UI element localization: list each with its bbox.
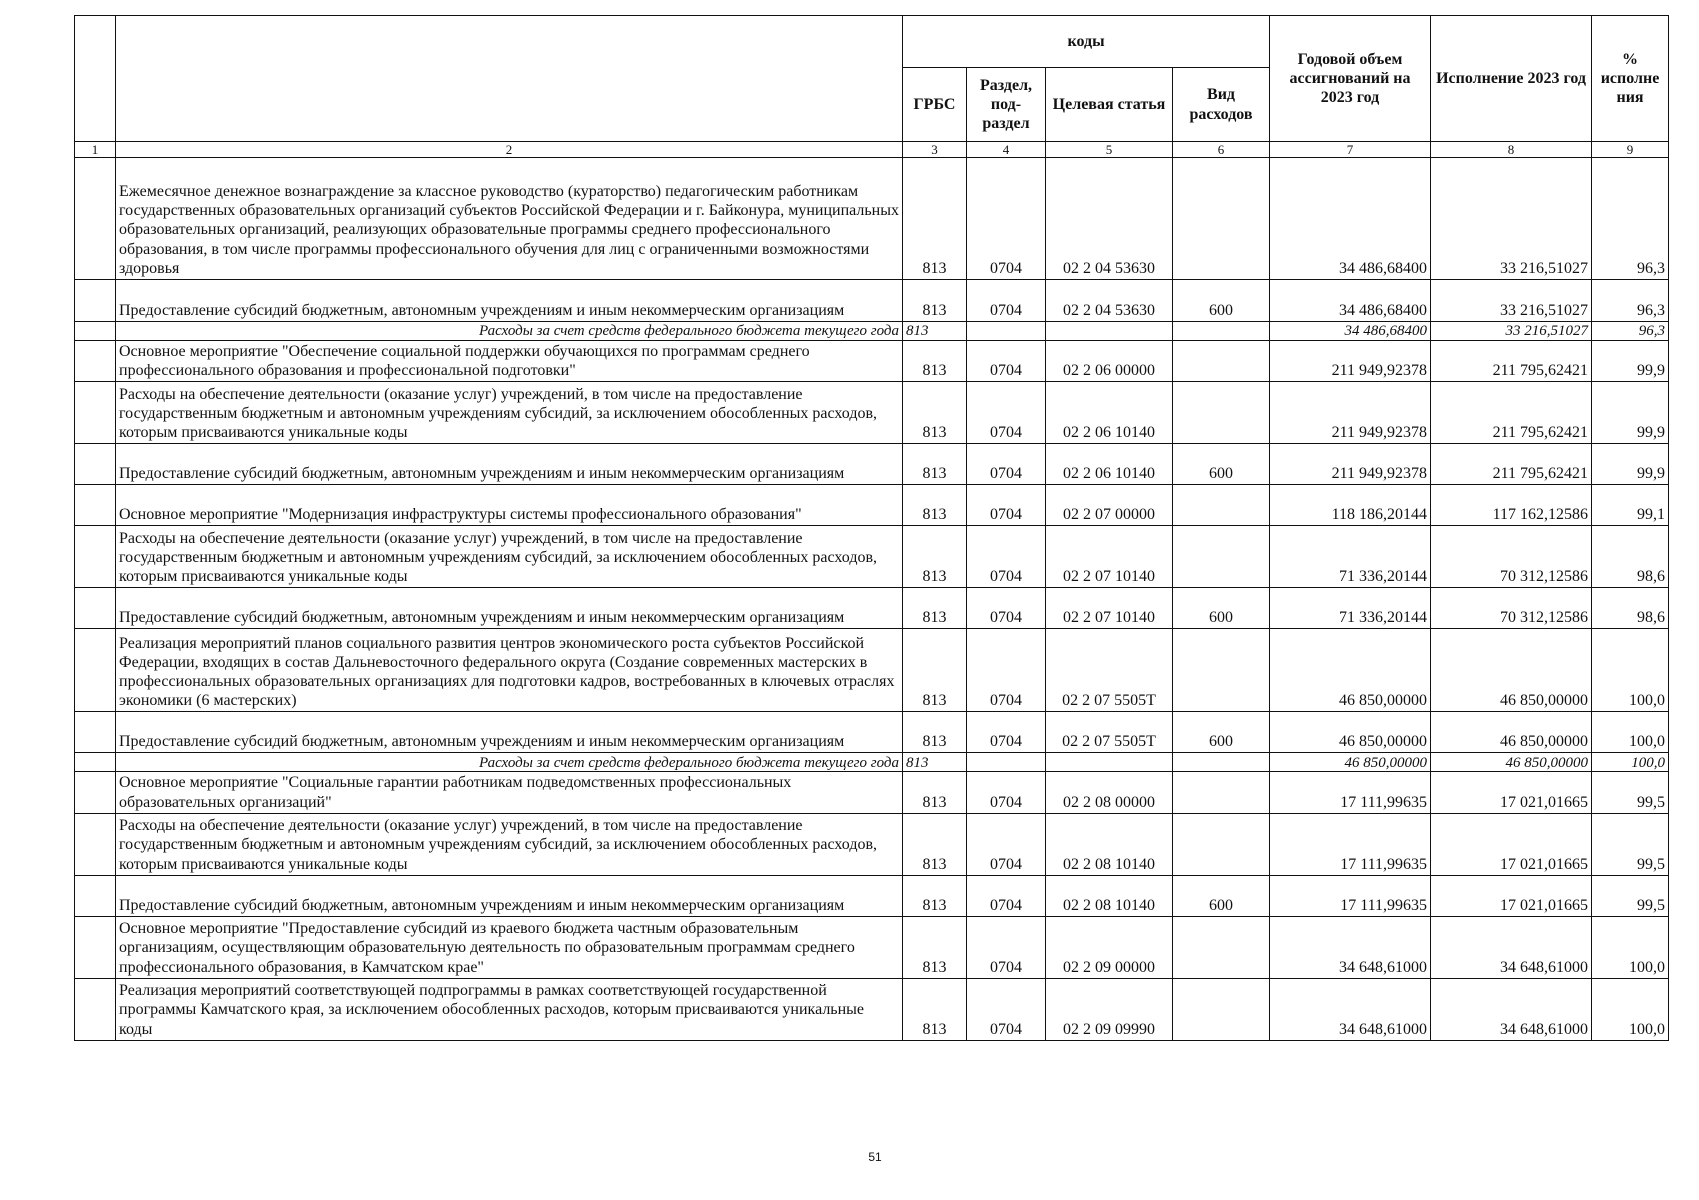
annual-amount-cell: 118 186,20144 [1270,485,1431,526]
row-number-cell [75,382,116,444]
vid-cell [1173,322,1270,341]
execution-amount-cell: 46 850,00000 [1431,712,1592,753]
description-cell: Основное мероприятие "Социальные гарантии работникам подведомственных профессиональных образовательных организаций" [116,772,903,813]
razdel-cell: 0704 [967,382,1046,444]
percent-cell: 99,5 [1592,875,1669,916]
annual-amount-cell: 211 949,92378 [1270,341,1431,382]
row-number-cell [75,813,116,875]
vid-cell: 600 [1173,280,1270,322]
grbs-cell: 813 [903,158,967,280]
row-number-cell [75,978,116,1040]
execution-amount-cell: 33 216,51027 [1431,280,1592,322]
row-number-cell [75,629,116,712]
grbs-cell: 813 [903,978,967,1040]
celevaya-cell: 02 2 09 09990 [1046,978,1173,1040]
table-row [75,485,1669,526]
grbs-cell: 813 [903,772,967,813]
percent-cell: 99,5 [1592,772,1669,813]
grbs-cell: 813 [903,875,967,916]
annual-amount-cell: 34 486,68400 [1270,158,1431,280]
celevaya-cell: 02 2 06 00000 [1046,341,1173,382]
razdel-cell: 0704 [967,588,1046,629]
annual-amount-cell: 211 949,92378 [1270,382,1431,444]
execution-amount-cell: 33 216,51027 [1431,322,1592,341]
description-cell: Расходы за счет средств федерального бюджета текущего года [116,753,903,772]
row-number-cell [75,588,116,629]
annual-amount-cell: 34 486,68400 [1270,280,1431,322]
grbs-cell: 813 [903,916,967,978]
table-row [75,444,1669,485]
description-cell: Ежемесячное денежное вознаграждение за классное руководство (кураторство) педагогическим работникам государственных образовательных организаций субъектов Российской Федерации и г. Байконура, муниципальных образовательных организаций, реализующих образовательные программы среднего профессионального образования, в том числе программы профессионального обучения для лиц с ограниченными возможностями здоровья [116,158,903,280]
vid-cell [1173,916,1270,978]
column-numbers-row [75,142,1669,158]
celevaya-cell: 02 2 08 10140 [1046,813,1173,875]
execution-amount-cell: 46 850,00000 [1431,629,1592,712]
description-cell: Предоставление субсидий бюджетным, автономным учреждениям и иным некоммерческим организациям [116,444,903,485]
description-cell: Предоставление субсидий бюджетным, автономным учреждениям и иным некоммерческим организациям [116,588,903,629]
table-row [75,280,1669,322]
vid-cell [1173,978,1270,1040]
grbs-cell: 813 [903,322,967,341]
vid-cell: 600 [1173,712,1270,753]
razdel-cell: 0704 [967,712,1046,753]
description-cell: Расходы на обеспечение деятельности (оказание услуг) учреждений, в том числе на предоставление государственным бюджетным и автономным учреждениям субсидий, за исключением обособленных расходов, которым присваиваются уникальные коды [116,382,903,444]
celevaya-cell: 02 2 04 53630 [1046,158,1173,280]
percent-cell: 98,6 [1592,526,1669,588]
vid-cell [1173,382,1270,444]
annual-amount-cell: 34 486,68400 [1270,322,1431,341]
execution-amount-cell: 70 312,12586 [1431,588,1592,629]
grbs-cell: 813 [903,753,967,772]
row-number-cell [75,444,116,485]
percent-cell: 96,3 [1592,158,1669,280]
vid-cell [1173,341,1270,382]
celevaya-cell: 02 2 04 53630 [1046,280,1173,322]
row-number-cell [75,158,116,280]
razdel-cell: 0704 [967,813,1046,875]
table-row [75,978,1669,1040]
table-row [75,382,1669,444]
percent-cell: 100,0 [1592,978,1669,1040]
grbs-cell: 813 [903,444,967,485]
row-number-cell [75,280,116,322]
column-number-cell: 7 [1270,142,1431,158]
vid-cell [1173,158,1270,280]
grbs-cell: 813 [903,588,967,629]
razdel-cell: 0704 [967,341,1046,382]
vid-cell [1173,526,1270,588]
description-cell: Основное мероприятие "Обеспечение социальной поддержки обучающихся по программам среднего профессионального образования и профессиональной подготовки" [116,341,903,382]
table-header [75,16,1669,158]
annual-amount-cell: 34 648,61000 [1270,978,1431,1040]
row-number-cell [75,916,116,978]
razdel-cell: 0704 [967,916,1046,978]
percent-cell: 96,3 [1592,280,1669,322]
grbs-cell: 813 [903,813,967,875]
row-number-cell [75,875,116,916]
celevaya-cell: 02 2 07 10140 [1046,526,1173,588]
celevaya-cell [1046,322,1173,341]
execution-amount-cell: 70 312,12586 [1431,526,1592,588]
percent-cell: 100,0 [1592,916,1669,978]
table-row [75,629,1669,712]
celevaya-cell: 02 2 07 00000 [1046,485,1173,526]
row-number-cell [75,772,116,813]
grbs-cell: 813 [903,629,967,712]
percent-cell: 98,6 [1592,588,1669,629]
execution-amount-cell: 17 021,01665 [1431,875,1592,916]
execution-amount-cell: 211 795,62421 [1431,382,1592,444]
annual-amount-cell: 46 850,00000 [1270,753,1431,772]
razdel-cell: 0704 [967,772,1046,813]
header-grbs: ГРБС [903,68,967,142]
column-number-cell: 3 [903,142,967,158]
federal-subtotal-row [75,322,1669,341]
annual-amount-cell: 71 336,20144 [1270,588,1431,629]
grbs-cell: 813 [903,341,967,382]
annual-amount-cell: 46 850,00000 [1270,629,1431,712]
razdel-cell [967,322,1046,341]
celevaya-cell: 02 2 06 10140 [1046,444,1173,485]
federal-subtotal-row [75,753,1669,772]
table-row [75,588,1669,629]
annual-amount-cell: 34 648,61000 [1270,916,1431,978]
grbs-cell: 813 [903,712,967,753]
percent-cell: 96,3 [1592,322,1669,341]
table-row [75,875,1669,916]
percent-cell: 99,9 [1592,341,1669,382]
row-number-cell [75,753,116,772]
table-row [75,158,1669,280]
celevaya-cell: 02 2 08 00000 [1046,772,1173,813]
description-cell: Расходы за счет средств федерального бюджета текущего года [116,322,903,341]
execution-amount-cell: 33 216,51027 [1431,158,1592,280]
table-row [75,526,1669,588]
razdel-cell: 0704 [967,158,1046,280]
celevaya-cell: 02 2 07 5505Т [1046,712,1173,753]
table-row [75,772,1669,813]
description-cell: Реализация мероприятий планов социального развития центров экономического роста субъектов Российской Федерации, входящих в состав Дальневосточного федерального округа (Создание современных мастерских в профессиональных образовательных организациях для подготовки кадров, востребованных в ключевых отраслях экономики (6 мастерских) [116,629,903,712]
celevaya-cell: 02 2 06 10140 [1046,382,1173,444]
column-number-cell: 4 [967,142,1046,158]
percent-cell: 99,9 [1592,382,1669,444]
razdel-cell: 0704 [967,526,1046,588]
annual-amount-cell: 17 111,99635 [1270,875,1431,916]
description-cell: Предоставление субсидий бюджетным, автономным учреждениям и иным некоммерческим организациям [116,875,903,916]
header-codes: коды [903,16,1270,68]
description-cell: Предоставление субсидий бюджетным, автономным учреждениям и иным некоммерческим организациям [116,712,903,753]
celevaya-cell: 02 2 09 00000 [1046,916,1173,978]
percent-cell: 100,0 [1592,629,1669,712]
description-cell: Расходы на обеспечение деятельности (оказание услуг) учреждений, в том числе на предоставление государственным бюджетным и автономным учреждениям субсидий, за исключением обособленных расходов, которым присваиваются уникальные коды [116,526,903,588]
header-vid: Вид расходов [1173,68,1270,142]
razdel-cell: 0704 [967,875,1046,916]
celevaya-cell: 02 2 08 10140 [1046,875,1173,916]
annual-amount-cell: 71 336,20144 [1270,526,1431,588]
execution-amount-cell: 46 850,00000 [1431,753,1592,772]
description-cell: Основное мероприятие "Предоставление субсидий из краевого бюджета частным образовательным организациям, осуществляющим образовательную деятельность по образовательным программам среднего профессионального образования, в Камчатском крае" [116,916,903,978]
execution-amount-cell: 17 021,01665 [1431,813,1592,875]
grbs-cell: 813 [903,526,967,588]
description-cell: Предоставление субсидий бюджетным, автономным учреждениям и иным некоммерческим организациям [116,280,903,322]
budget-table [74,15,1669,1041]
vid-cell [1173,753,1270,772]
table-body [75,158,1669,1041]
grbs-cell: 813 [903,280,967,322]
percent-cell: 100,0 [1592,712,1669,753]
vid-cell [1173,485,1270,526]
percent-cell: 99,5 [1592,813,1669,875]
vid-cell: 600 [1173,444,1270,485]
razdel-cell: 0704 [967,280,1046,322]
razdel-cell: 0704 [967,978,1046,1040]
header-percent: % исполне ния [1592,16,1669,142]
column-number-cell: 1 [75,142,116,158]
table-row [75,341,1669,382]
percent-cell: 100,0 [1592,753,1669,772]
table-row [75,813,1669,875]
vid-cell [1173,772,1270,813]
header-annual: Годовой объем ассигнований на 2023 год [1270,16,1431,142]
annual-amount-cell: 211 949,92378 [1270,444,1431,485]
vid-cell: 600 [1173,875,1270,916]
celevaya-cell: 02 2 07 5505Т [1046,629,1173,712]
table-row [75,712,1669,753]
percent-cell: 99,1 [1592,485,1669,526]
razdel-cell [967,753,1046,772]
execution-amount-cell: 34 648,61000 [1431,916,1592,978]
execution-amount-cell: 17 021,01665 [1431,772,1592,813]
header-col1 [75,16,116,142]
row-number-cell [75,712,116,753]
description-cell: Расходы на обеспечение деятельности (оказание услуг) учреждений, в том числе на предоставление государственным бюджетным и автономным учреждениям субсидий, за исключением обособленных расходов, которым присваиваются уникальные коды [116,813,903,875]
column-number-cell: 9 [1592,142,1669,158]
annual-amount-cell: 17 111,99635 [1270,772,1431,813]
description-cell: Реализация мероприятий соответствующей подпрограммы в рамках соответствующей государственной программы Камчатского края, за исключением обособленных расходов, которым присваиваются уникальные коды [116,978,903,1040]
grbs-cell: 813 [903,485,967,526]
column-number-cell: 8 [1431,142,1592,158]
row-number-cell [75,485,116,526]
execution-amount-cell: 117 162,12586 [1431,485,1592,526]
column-number-cell: 5 [1046,142,1173,158]
description-cell: Основное мероприятие "Модернизация инфраструктуры системы профессионального образования" [116,485,903,526]
page-number: 51 [868,1150,882,1164]
header-execution: Исполнение 2023 год [1431,16,1592,142]
table-row [75,916,1669,978]
celevaya-cell: 02 2 07 10140 [1046,588,1173,629]
razdel-cell: 0704 [967,444,1046,485]
execution-amount-cell: 211 795,62421 [1431,341,1592,382]
execution-amount-cell: 211 795,62421 [1431,444,1592,485]
vid-cell [1173,813,1270,875]
row-number-cell [75,322,116,341]
execution-amount-cell: 34 648,61000 [1431,978,1592,1040]
annual-amount-cell: 17 111,99635 [1270,813,1431,875]
razdel-cell: 0704 [967,485,1046,526]
column-number-cell: 2 [116,142,903,158]
header-celevaya: Целевая статья [1046,68,1173,142]
percent-cell: 99,9 [1592,444,1669,485]
vid-cell: 600 [1173,588,1270,629]
annual-amount-cell: 46 850,00000 [1270,712,1431,753]
razdel-cell: 0704 [967,629,1046,712]
grbs-cell: 813 [903,382,967,444]
vid-cell [1173,629,1270,712]
celevaya-cell [1046,753,1173,772]
row-number-cell [75,341,116,382]
header-col2 [116,16,903,142]
header-razdel: Раздел, под-раздел [967,68,1046,142]
column-number-cell: 6 [1173,142,1270,158]
row-number-cell [75,526,116,588]
